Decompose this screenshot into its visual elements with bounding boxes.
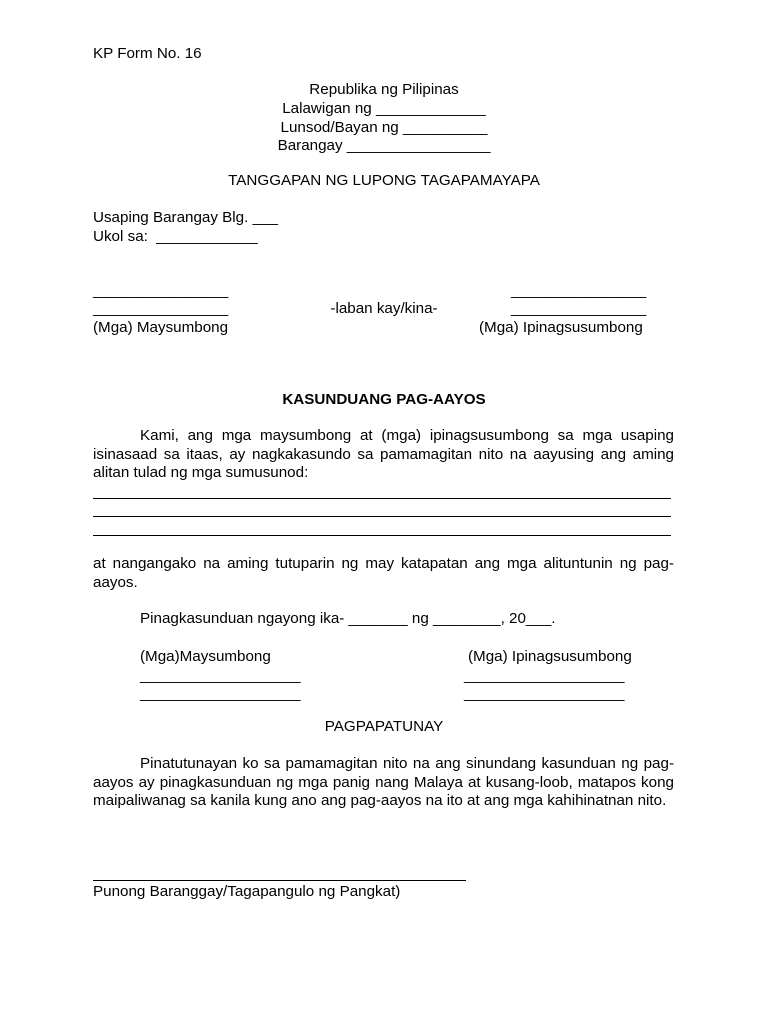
barangay-field: Barangay _________________ (277, 137, 491, 154)
signatory-signature-line (93, 880, 466, 881)
signatory-label: Punong Baranggay/Tagapangulo ng Pangkat) (93, 883, 401, 900)
complainants-signature-label: (Mga)Maysumbong (140, 648, 271, 665)
complainant-label: (Mga) Maysumbong (93, 319, 229, 336)
city-field: Lunsod/Bayan ng __________ (280, 119, 488, 136)
respondent-blank-1: ________________ (511, 282, 647, 299)
complainant-blank-2: ________________ (93, 300, 229, 317)
respondent-blank-2: ________________ (511, 300, 647, 317)
terms-line-1 (93, 498, 671, 499)
agreement-promise: at nangangako na aming tutuparin ng may katapatan ang mga alituntunin ng pag-aayos. (93, 555, 674, 591)
case-subject-field: Ukol sa: ____________ (93, 228, 258, 245)
complainant-signature-1: ___________________ (140, 667, 301, 684)
agreement-title: KASUNDUANG PAG-AAYOS (282, 391, 486, 408)
respondent-label: (Mga) Ipinagsusumbong (479, 319, 643, 336)
terms-line-2 (93, 516, 671, 517)
versus-label: -laban kay/kina- (330, 300, 438, 317)
attestation-title: PAGPAPATUNAY (324, 718, 444, 735)
province-field: Lalawigan ng _____________ (282, 100, 486, 117)
complainant-blank-1: ________________ (93, 282, 229, 299)
case-number-field: Usaping Barangay Blg. ___ (93, 209, 278, 226)
form-number: KP Form No. 16 (93, 45, 202, 62)
respondent-signature-2: ___________________ (464, 685, 625, 702)
complainant-signature-2: ___________________ (140, 685, 301, 702)
office-heading: TANGGAPAN NG LUPONG TAGAPAMAYAPA (228, 172, 540, 189)
terms-line-3 (93, 535, 671, 536)
respondents-signature-label: (Mga) Ipinagsusumbong (468, 648, 632, 665)
agreement-date-line: Pinagkasunduan ngayong ika- _______ ng ________, 20___. (140, 610, 556, 627)
republic-heading: Republika ng Pilipinas (309, 81, 459, 98)
respondent-signature-1: ___________________ (464, 667, 625, 684)
attestation-text: Pinatutunayan ko sa pamamagitan nito na ang sinundang kasunduan ng pag-aayos ay pinagkasunduan ng mga panig nang Malaya at kusang-loob, matapos kong maipaliwanag sa kanila kung ano ang pag-aayos na ito at ang mga kahihinatnan nito. (93, 755, 674, 809)
agreement-intro: Kami, ang mga maysumbong at (mga) ipinagsusumbong sa mga usaping isinasaad sa itaas, ay nagkakasundo sa pamamagitan nito na aayusing ang aming alitan tulad ng mga sumusunod: (93, 427, 674, 481)
